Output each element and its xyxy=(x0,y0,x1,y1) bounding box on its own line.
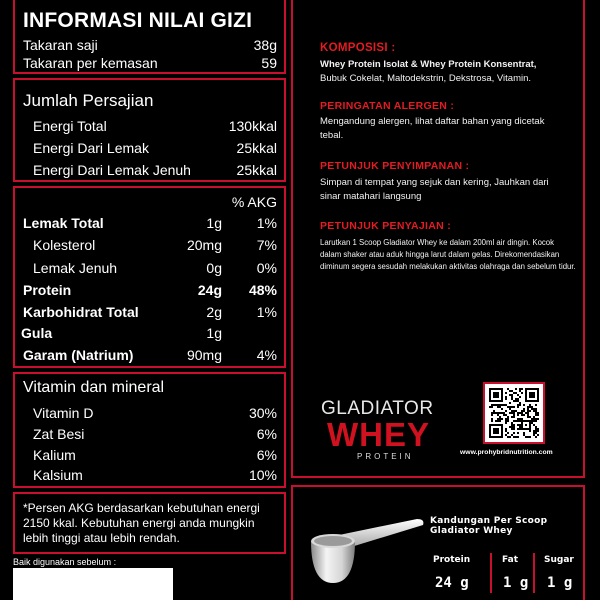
vitamin-title: Vitamin dan mineral xyxy=(23,379,165,396)
logo-line-2: WHEY xyxy=(327,416,430,453)
scoop-protein-value: 24 g xyxy=(435,575,469,591)
composition-text xyxy=(320,58,572,86)
energy-sat-fat-value: 25kkal xyxy=(236,162,277,178)
composition-heading: KOMPOSISI : xyxy=(320,42,396,54)
vitamin-label: Zat Besi xyxy=(33,426,85,442)
vitamin-label: Vitamin D xyxy=(33,405,94,421)
scoop-fat-label: Fat xyxy=(502,555,518,565)
nutrient-amount: 0g xyxy=(206,260,222,276)
scoop-divider xyxy=(490,553,492,593)
serving-size-label: Takaran saji xyxy=(23,37,98,53)
nutrient-label: Lemak Jenuh xyxy=(33,260,118,276)
vitamin-value: 10% xyxy=(248,467,277,483)
nutrient-label: Gula xyxy=(21,325,53,341)
best-before-label: Baik digunakan sebelum : xyxy=(13,557,117,567)
nutrient-label: Garam (Natrium) xyxy=(23,347,134,363)
logo-line-1: GLADIATOR xyxy=(321,398,434,419)
nutrient-amount: 1g xyxy=(206,325,222,341)
nutrition-facts-table xyxy=(13,0,286,600)
scoop-title: Kandungan Per Scoop Gladiator Whey xyxy=(430,516,548,536)
akg-header: % AKG xyxy=(231,194,277,210)
energy-sat-fat-label: Energi Dari Lemak Jenuh xyxy=(33,162,191,178)
nutrient-amount: 20mg xyxy=(186,237,222,253)
nutrient-akg: 48% xyxy=(248,282,277,298)
nutrient-label: Kolesterol xyxy=(33,237,96,253)
gladiator-whey-logo xyxy=(321,398,449,461)
vitamin-value: 30% xyxy=(248,405,277,421)
vitamin-value: 6% xyxy=(256,447,277,463)
scoop-content-panel xyxy=(291,485,585,600)
nutrient-amount: 1g xyxy=(206,215,222,231)
akg-footnote: *Persen AKG berdasarkan kebutuhan energi 2150 kkal. Kebutuhan energi anda mungkin lebih tinggi atau lebih rendah. xyxy=(23,501,260,545)
energy-label: Energi Total xyxy=(33,118,107,134)
storage-heading: PETUNJUK PENYIMPANAN : xyxy=(320,160,470,172)
per-serving-title: Jumlah Persajian xyxy=(23,91,154,110)
servings-per-pack-value: 59 xyxy=(261,55,277,71)
scoop-sugar-value: 1 g xyxy=(547,575,573,591)
nutrient-label: Protein xyxy=(23,282,72,298)
energy-fat-label: Energi Dari Lemak xyxy=(33,140,149,156)
nutrient-akg: 1% xyxy=(256,215,277,231)
akg-box xyxy=(13,186,286,368)
composition-rest: Bubuk Cokelat, Maltodekstrin, Dekstrosa, Vitamin. xyxy=(320,73,532,84)
serving-size-value: 38g xyxy=(253,37,277,53)
scoop-divider xyxy=(533,553,535,593)
energy-fat-value: 25kkal xyxy=(236,140,277,156)
nutrient-akg: 0% xyxy=(256,260,277,276)
scoop-sugar-label: Sugar xyxy=(544,555,574,565)
scoop-icon xyxy=(305,507,427,587)
energy-value: 130kkal xyxy=(228,118,277,134)
composition-bold: Whey Protein Isolat & Whey Protein Konsentrat, xyxy=(320,59,537,70)
akg-footnote-box xyxy=(13,492,286,554)
scoop-fat-value: 1 g xyxy=(503,575,529,591)
nutrient-akg: 4% xyxy=(256,347,277,363)
storage-text: Simpan di tempat yang sejuk dan kering, Jauhkan dari sinar matahari langsung xyxy=(320,177,549,202)
best-before-field xyxy=(13,568,173,600)
logo-line-3: PROTEIN xyxy=(357,452,414,461)
servings-per-pack-label: Takaran per kemasan xyxy=(23,55,158,71)
qr-code-icon xyxy=(489,388,539,438)
nutrient-amount: 24g xyxy=(197,282,222,298)
nutrient-label: Lemak Total xyxy=(23,215,104,231)
qr-code[interactable] xyxy=(483,382,545,444)
website-link[interactable]: www.prohybridnutrition.com xyxy=(460,449,553,456)
nutrient-amount: 90mg xyxy=(186,347,222,363)
vitamin-mineral-box xyxy=(13,372,286,488)
vitamin-label: Kalsium xyxy=(33,467,83,483)
nutrition-header-box xyxy=(13,0,286,74)
nutrient-akg: 1% xyxy=(256,304,277,320)
allergen-text: Mengandung alergen, lihat daftar bahan yang dicetak tebal. xyxy=(320,116,545,141)
scoop-protein-label: Protein xyxy=(433,555,471,565)
nutrient-label: Karbohidrat Total xyxy=(23,304,139,320)
serving-instructions-text: Larutkan 1 Scoop Gladiator Whey ke dalam 200ml air dingin. Kocok dalam shaker atau aduk hingga larut dalam gelas. Direkomendasikan diminum segera sesudah melakukan aktivitas olahraga dan sebelum tidur. xyxy=(320,238,576,271)
product-info-panel xyxy=(291,0,585,478)
vitamin-label: Kalium xyxy=(33,447,76,463)
nutrient-amount: 2g xyxy=(206,304,222,320)
vitamin-value: 6% xyxy=(256,426,277,442)
nutrition-title: INFORMASI NILAI GIZI xyxy=(23,9,253,32)
allergen-heading: PERINGATAN ALERGEN : xyxy=(320,100,455,112)
serving-instructions-heading: PETUNJUK PENYAJIAN : xyxy=(320,220,452,232)
nutrient-akg: 7% xyxy=(256,237,277,253)
per-serving-box xyxy=(13,78,286,182)
